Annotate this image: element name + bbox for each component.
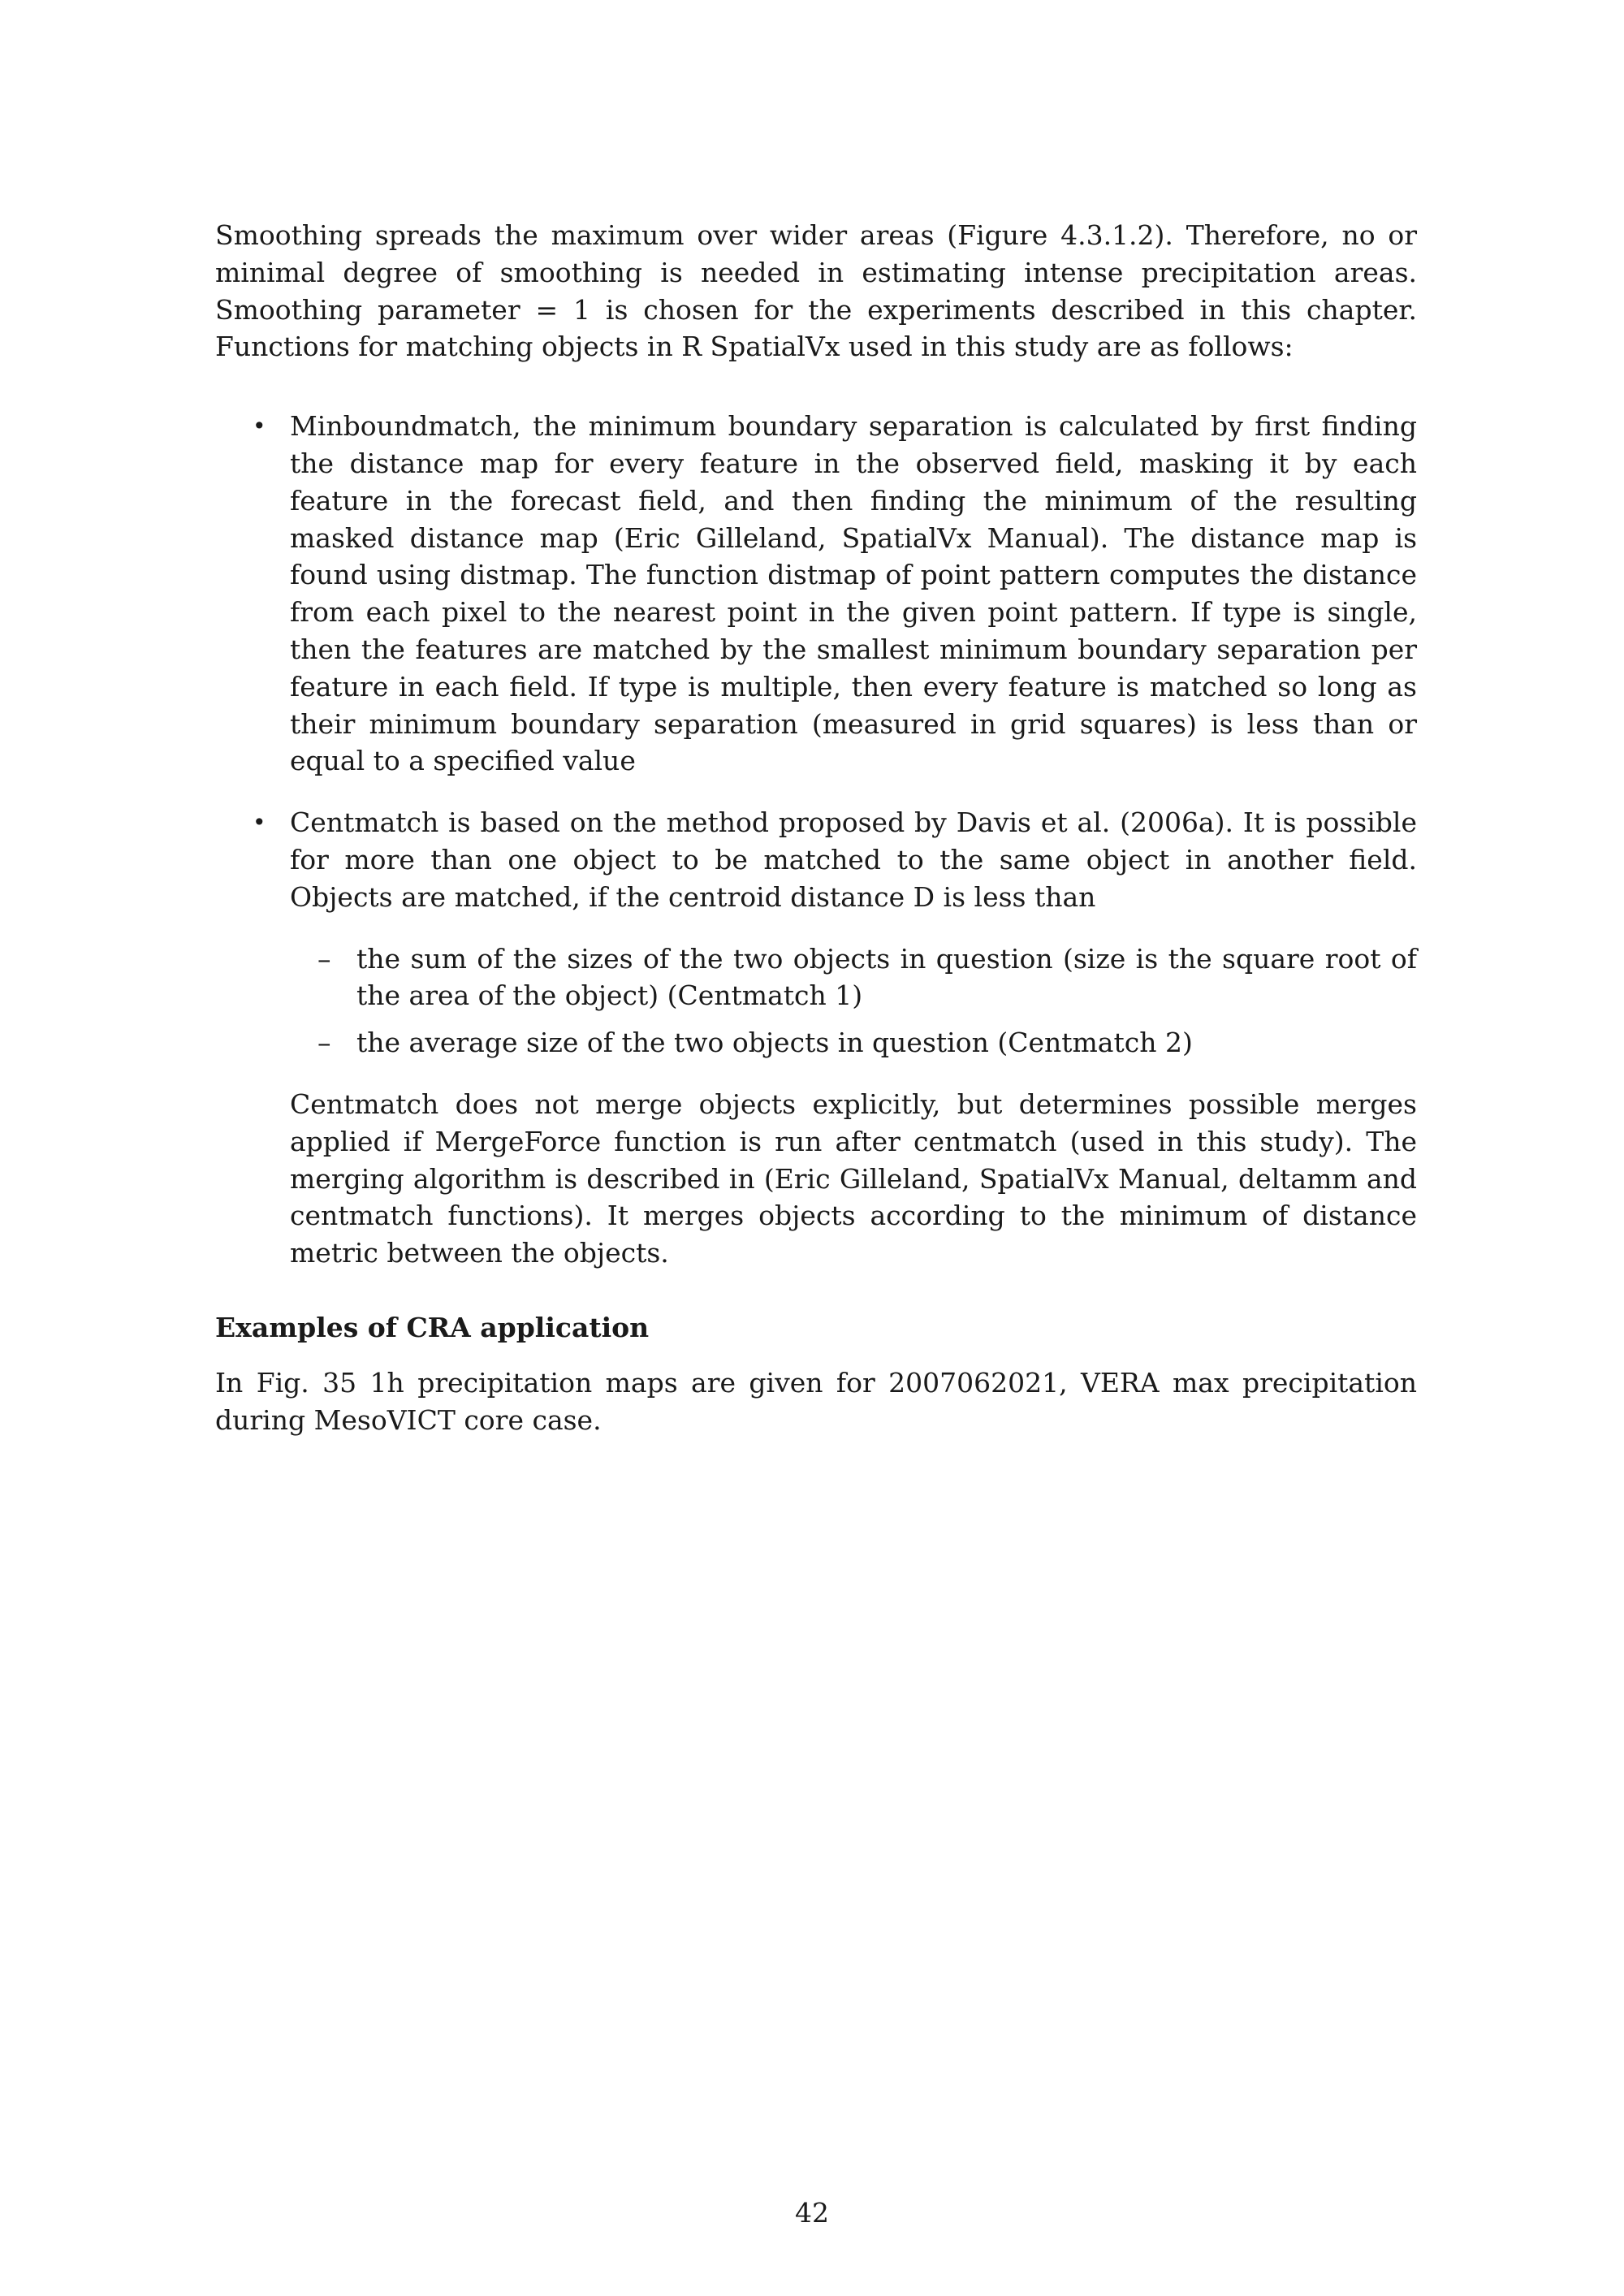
criterion-text: the sum of the sizes of the two objects in question (size is the square root of the area of the object) (Centmatch 1) [356,942,1417,1012]
bullet-icon: • [253,809,266,837]
page-number: 42 [795,2197,829,2229]
centmatch-criteria-list [290,940,1417,1062]
centmatch-criterion-1 [290,940,1417,1015]
centmatch-followup-text: Centmatch does not merge objects explicitly, but determines possible merges applied if MergeForce function is run after centmatch (used in this study). The merging algorithm is described in (Eric Gilleland, SpatialVx Manual, deltamm and centmatch functions). It merges objects according to the minimum of distance metric between the objects. [290,1087,1417,1269]
centmatch-text: Centmatch is based on the method proposed by Davis et al. (2006a). It is possible for more than one object to be matched to the same object in another field. Objects are matched, if the centroid distance D is less than [290,806,1417,913]
section-heading: Examples of CRA application [215,1311,650,1343]
matching-functions-list [215,408,1417,1272]
intro-paragraph: Smoothing spreads the maximum over wider areas (Figure 4.3.1.2). Therefore, no or minimal degree of smoothing is needed in estimating intense precipitation areas. Smoothing parameter = 1 is chosen for the experiments described in this chapter. Functions for matching objects in R SpatialVx used in this study are as follows: [215,219,1417,363]
list-item-minboundmatch [215,408,1417,780]
centmatch-criterion-2 [290,1024,1417,1062]
minboundmatch-text: Minboundmatch, the minimum boundary separation is calculated by first finding the distance map for every feature in the observed field, masking it by each feature in the forecast field, and then finding the minimum of the resulting masked distance map (Eric Gilleland, SpatialVx Manual). The distance map is found using distmap. The function distmap of point pattern computes the distance from each pixel to the nearest point in the given point pattern. If type is single, then the features are matched by the smallest minimum boundary separation per feature in each field. If type is multiple, then every feature is matched so long as their minimum boundary separation (measured in grid squares) is less than or equal to a specified value [290,410,1417,777]
bullet-icon: • [253,413,266,440]
list-item-centmatch [215,804,1417,1272]
criterion-text: the average size of the two objects in question (Centmatch 2) [356,1027,1193,1059]
dash-icon: – [317,1027,331,1059]
section-paragraph: In Fig. 35 1h precipitation maps are given for 2007062021, VERA max precipitation during MesoVICT core case. [215,1366,1417,1436]
dash-icon: – [317,942,331,975]
page-body [215,217,1417,1438]
